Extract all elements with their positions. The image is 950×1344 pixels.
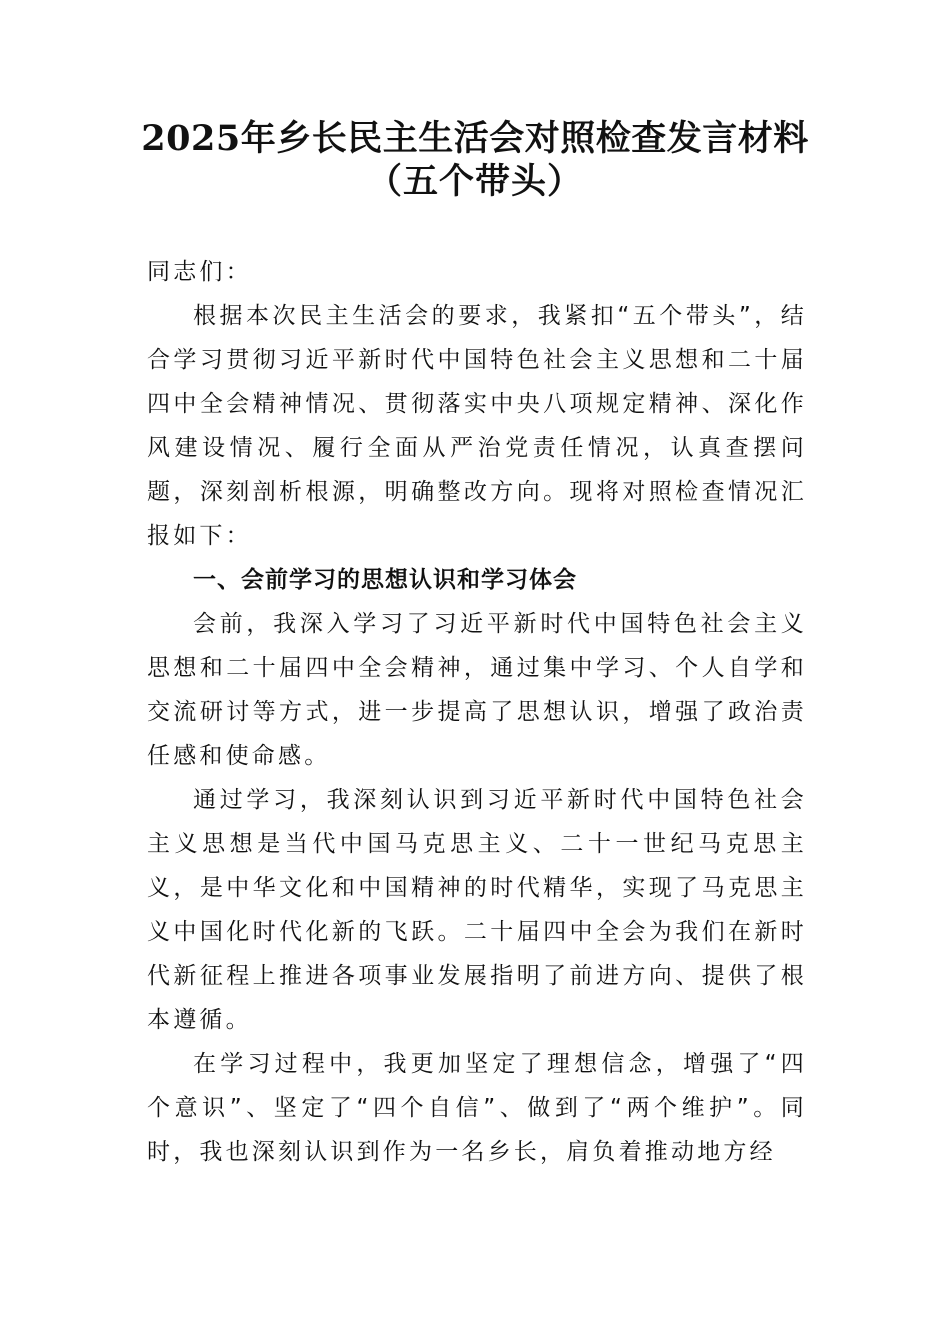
document-title: 2025年乡长民主生活会对照检查发言材料 <box>141 118 809 159</box>
salutation: 同志们： <box>147 259 252 285</box>
body-paragraph: 会前，我深入学习了习近平新时代中国特色社会主义思想和二十届四中全会精神，通过集中学习、个人自学和交流研讨等方式，进一步提高了思想认识，增强了政治责任感和使命感。 <box>147 611 807 769</box>
section-heading: 一、会前学习的思想认识和学习体会 <box>193 567 577 593</box>
document-body <box>147 250 807 1174</box>
body-paragraph: 在学习过程中，我更加坚定了理想信念，增强了“四个意识”、坚定了“四个自信”、做到了“两个维护”。同时，我也深刻认识到作为一名乡长，肩负着推动地方经 <box>147 1051 807 1165</box>
intro-paragraph: 根据本次民主生活会的要求，我紧扣“五个带头”，结合学习贯彻习近平新时代中国特色社会主义思想和二十届四中全会精神情况、贯彻落实中央八项规定精神、深化作风建设情况、履行全面从严治党责任情况，认真查摆问题，深刻剖析根源，明确整改方向。现将对照检查情况汇报如下： <box>147 303 807 549</box>
body-paragraph: 通过学习，我深刻认识到习近平新时代中国特色社会主义思想是当代中国马克思主义、二十一世纪马克思主义，是中华文化和中国精神的时代精华，实现了马克思主义中国化时代化新的飞跃。二十届四中全会为我们在新时代新征程上推进各项事业发展指明了前进方向、提供了根本遵循。 <box>147 787 807 1033</box>
document-subtitle: （五个带头） <box>366 161 583 202</box>
